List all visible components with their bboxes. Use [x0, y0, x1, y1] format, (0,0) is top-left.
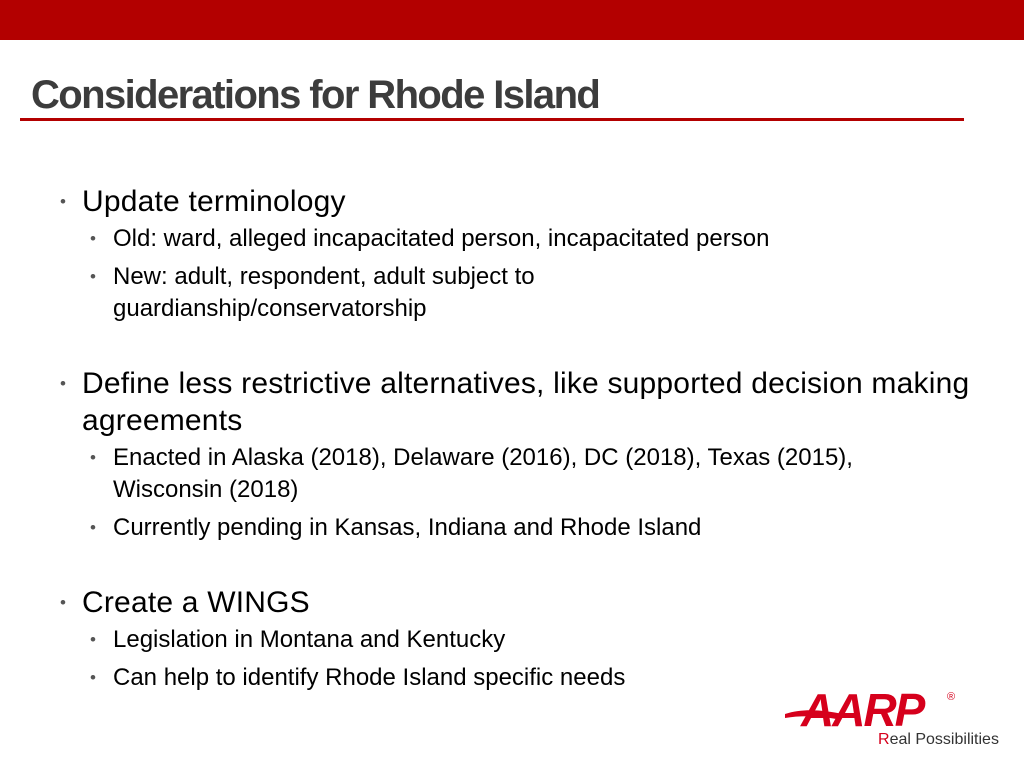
- bullet-dot-icon: •: [90, 668, 96, 687]
- logo-tagline: [878, 731, 999, 749]
- bullet-dot-icon: •: [60, 374, 67, 393]
- bullet-text: Define less restrictive alternatives, like supported decision making agreements: [82, 367, 970, 437]
- sub-bullet-text: Enacted in Alaska (2018), Delaware (2016), DC (2018), Texas (2015), Wisconsin (2018): [113, 444, 853, 503]
- bullet-item: [60, 365, 980, 439]
- bullet-item: [60, 183, 980, 220]
- sub-bullet-item: [90, 512, 913, 544]
- sub-bullet-text: Currently pending in Kansas, Indiana and Rhode Island: [113, 514, 702, 541]
- bullet-text: Update terminology: [82, 185, 346, 218]
- bullet-dot-icon: •: [90, 229, 96, 248]
- bullet-dot-icon: •: [90, 267, 96, 286]
- bullet-dot-icon: •: [60, 593, 67, 612]
- bullet-dot-icon: •: [90, 448, 96, 467]
- bullet-section-2: [60, 365, 980, 544]
- slide-title: Considerations for Rhode Island: [31, 73, 600, 117]
- logo-wordmark: AARP: [801, 684, 924, 736]
- top-accent-bar: [0, 0, 1024, 40]
- slide-content: [60, 183, 980, 734]
- sub-bullet-text: Old: ward, alleged incapacitated person, incapacitated person: [113, 225, 770, 252]
- sub-bullet-text: New: adult, respondent, adult subject to guardianship/conservatorship: [113, 263, 535, 322]
- logo-tagline-initial: R: [878, 731, 890, 748]
- sub-bullet-list: [60, 442, 980, 544]
- bullet-section-3: [60, 584, 980, 694]
- sub-bullet-item: [90, 624, 913, 656]
- bullet-dot-icon: •: [90, 518, 96, 537]
- bullet-section-1: [60, 183, 980, 325]
- sub-bullet-list: [60, 223, 980, 325]
- sub-bullet-item: [90, 442, 913, 506]
- bullet-dot-icon: •: [60, 192, 67, 211]
- logo-tagline-rest: eal Possibilities: [889, 731, 999, 748]
- bullet-item: [60, 584, 980, 621]
- sub-bullet-text: Can help to identify Rhode Island specific needs: [113, 664, 626, 691]
- sub-bullet-item: [90, 261, 653, 325]
- sub-bullet-text: Legislation in Montana and Kentucky: [113, 626, 506, 653]
- bullet-text: Create a WINGS: [82, 586, 310, 619]
- title-underline: [20, 118, 964, 121]
- sub-bullet-item: [90, 223, 913, 255]
- logo-registered-mark: ®: [947, 691, 956, 703]
- bullet-dot-icon: •: [90, 630, 96, 649]
